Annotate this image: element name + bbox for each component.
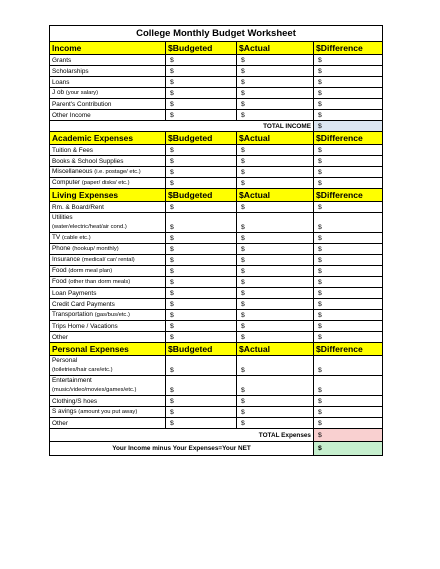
item-sublabel: (gas/bus/etc.) [94,312,130,318]
item-label: Personal [52,357,78,364]
budgeted-amount-cell[interactable]: $ [166,110,237,121]
item-label: Tuition & Fees [52,146,93,154]
academic-item-label [50,156,166,167]
actual-amount-cell[interactable]: $ [237,356,314,376]
section-header-academic [50,132,383,145]
actual-amount-cell[interactable]: $ [237,332,314,343]
table-row [50,99,383,110]
total-expenses-amount[interactable]: $ [314,429,383,442]
actual-header: $Actual [237,42,314,55]
income-item-label [50,88,166,99]
item-sublabel: (amount you put away) [78,409,138,415]
actual-amount-cell[interactable]: $ [237,288,314,299]
difference-amount-cell[interactable]: $ [314,266,383,277]
item-label: Computer [52,179,81,186]
budgeted-amount-cell[interactable]: $ [166,288,237,299]
item-label: Entertainment [52,377,92,384]
budgeted-header: $Budgeted [166,343,237,356]
net-row [50,442,383,456]
personal-item-label [50,407,166,418]
difference-header: $Difference [314,42,383,55]
academic-item-label [50,145,166,156]
total-expenses-row [50,429,383,442]
personal-item-label [50,418,166,429]
living-heading: Living Expenses [50,189,166,202]
table-row [50,266,383,277]
actual-header: $Actual [237,343,314,356]
item-label: Phone [52,245,71,252]
item-label: Parent's Contribution [52,100,112,108]
living-item-label [50,213,166,233]
actual-amount-cell[interactable]: $ [237,55,314,66]
table-row [50,376,383,396]
difference-header: $Difference [314,189,383,202]
actual-amount-cell[interactable]: $ [237,376,314,396]
table-row [50,356,383,376]
item-label: S avings [52,408,77,415]
table-row [50,156,383,167]
table-row [50,332,383,343]
budgeted-amount-cell[interactable]: $ [166,202,237,213]
item-label: Clothing/S hoes [52,397,98,405]
actual-header: $Actual [237,132,314,145]
personal-item-label [50,376,166,396]
table-row [50,396,383,407]
difference-amount-cell[interactable]: $ [314,88,383,99]
budgeted-amount-cell[interactable]: $ [166,310,237,321]
difference-amount-cell[interactable]: $ [314,99,383,110]
item-sublabel: (your salary) [65,90,99,96]
item-label: Credit Card Payments [52,300,115,308]
living-item-label [50,310,166,321]
item-label: Scholarships [52,67,89,75]
budgeted-amount-cell[interactable]: $ [166,277,237,288]
budgeted-header: $Budgeted [166,132,237,145]
section-header-personal [50,343,383,356]
item-label: Utilities [52,214,73,221]
budgeted-amount-cell[interactable]: $ [166,255,237,266]
section-header-income [50,42,383,55]
item-label: Other [52,419,68,427]
actual-amount-cell[interactable]: $ [237,156,314,167]
budgeted-amount-cell[interactable]: $ [166,213,237,233]
budgeted-amount-cell[interactable]: $ [166,178,237,189]
difference-amount-cell[interactable]: $ [314,156,383,167]
item-label: Rm. & Board/Rent [52,203,104,211]
table-row [50,178,383,189]
difference-amount-cell[interactable]: $ [314,321,383,332]
budgeted-amount-cell[interactable]: $ [166,244,237,255]
table-row [50,288,383,299]
budget-worksheet-table [49,25,383,456]
difference-amount-cell[interactable]: $ [314,277,383,288]
item-label: Transportation [52,311,93,318]
section-header-living [50,189,383,202]
living-item-label [50,277,166,288]
item-label: Food [52,278,67,285]
table-row [50,110,383,121]
budgeted-amount-cell[interactable]: $ [166,418,237,429]
budgeted-amount-cell[interactable]: $ [166,77,237,88]
actual-amount-cell[interactable]: $ [237,88,314,99]
living-item-label [50,266,166,277]
item-sublabel: (other than dorm meals) [68,279,131,285]
difference-amount-cell[interactable]: $ [314,407,383,418]
table-row [50,66,383,77]
academic-heading: Academic Expenses [50,132,166,145]
item-sublabel: (medical/ car/ rental) [81,257,135,263]
personal-heading: Personal Expenses [50,343,166,356]
table-row [50,88,383,99]
academic-item-label [50,167,166,178]
budgeted-amount-cell[interactable]: $ [166,167,237,178]
income-item-label [50,110,166,121]
difference-amount-cell[interactable]: $ [314,145,383,156]
living-item-label [50,255,166,266]
difference-header: $Difference [314,343,383,356]
actual-amount-cell[interactable]: $ [237,99,314,110]
total-income-label: TOTAL INCOME [237,121,314,132]
actual-amount-cell[interactable]: $ [237,396,314,407]
difference-amount-cell[interactable]: $ [314,299,383,310]
net-label: Your Income minus Your Expenses=Your NET [50,442,314,456]
total-income-amount[interactable]: $ [314,121,383,132]
item-sublabel: (hookup/ monthly) [72,246,119,252]
actual-amount-cell[interactable]: $ [237,77,314,88]
difference-amount-cell[interactable]: $ [314,310,383,321]
item-label: Miscellaneous [52,168,93,175]
income-heading: Income [50,42,166,55]
difference-amount-cell[interactable]: $ [314,332,383,343]
item-sublabel: (dorm meal plan) [68,268,113,274]
budgeted-amount-cell[interactable]: $ [166,99,237,110]
table-row [50,299,383,310]
item-label: Books & School Supplies [52,157,124,165]
actual-amount-cell[interactable]: $ [237,110,314,121]
actual-amount-cell[interactable]: $ [237,277,314,288]
actual-amount-cell[interactable]: $ [237,145,314,156]
actual-header: $Actual [237,189,314,202]
item-sublabel: (music/video/movies/games/etc.) [52,387,137,393]
academic-item-label [50,178,166,189]
income-item-label [50,99,166,110]
difference-amount-cell[interactable]: $ [314,244,383,255]
actual-amount-cell[interactable]: $ [237,321,314,332]
income-item-label [50,66,166,77]
actual-amount-cell[interactable]: $ [237,266,314,277]
difference-amount-cell[interactable]: $ [314,288,383,299]
difference-amount-cell[interactable]: $ [314,77,383,88]
table-row [50,233,383,244]
table-row [50,55,383,66]
living-item-label [50,233,166,244]
budgeted-amount-cell[interactable]: $ [166,233,237,244]
net-amount[interactable]: $ [314,442,383,456]
total-income-spacer [166,121,237,132]
table-row [50,145,383,156]
actual-amount-cell[interactable]: $ [237,418,314,429]
total-expenses-label: TOTAL Expenses [50,429,314,442]
difference-amount-cell[interactable]: $ [314,396,383,407]
difference-amount-cell[interactable]: $ [314,356,383,376]
table-row [50,202,383,213]
budgeted-amount-cell[interactable]: $ [166,145,237,156]
item-sublabel: (i.e. postage/ etc.) [94,169,141,175]
budgeted-header: $Budgeted [166,42,237,55]
difference-amount-cell[interactable]: $ [314,376,383,396]
difference-amount-cell[interactable]: $ [314,110,383,121]
item-label: Other Income [52,111,91,119]
actual-amount-cell[interactable]: $ [237,213,314,233]
budgeted-amount-cell[interactable]: $ [166,55,237,66]
difference-amount-cell[interactable]: $ [314,202,383,213]
actual-amount-cell[interactable]: $ [237,255,314,266]
item-label: Loans [52,78,70,86]
table-row [50,407,383,418]
budgeted-amount-cell[interactable]: $ [166,396,237,407]
actual-amount-cell[interactable]: $ [237,66,314,77]
budgeted-amount-cell[interactable]: $ [166,332,237,343]
actual-amount-cell[interactable]: $ [237,310,314,321]
living-item-label [50,332,166,343]
actual-amount-cell[interactable]: $ [237,167,314,178]
living-item-label [50,288,166,299]
actual-amount-cell[interactable]: $ [237,233,314,244]
item-sublabel: (cable etc.) [61,235,91,241]
difference-amount-cell[interactable]: $ [314,167,383,178]
item-label: Other [52,333,68,341]
table-row [50,167,383,178]
personal-item-label [50,356,166,376]
difference-amount-cell[interactable]: $ [314,213,383,233]
worksheet-title: College Monthly Budget Worksheet [50,26,383,42]
actual-amount-cell[interactable]: $ [237,178,314,189]
living-item-label [50,202,166,213]
item-label: Loan Payments [52,289,97,297]
budgeted-amount-cell[interactable]: $ [166,266,237,277]
difference-amount-cell[interactable]: $ [314,55,383,66]
living-item-label [50,321,166,332]
item-label: Insurance [52,256,81,263]
difference-amount-cell[interactable]: $ [314,66,383,77]
difference-amount-cell[interactable]: $ [314,255,383,266]
table-row [50,277,383,288]
item-label: Food [52,267,67,274]
difference-amount-cell[interactable]: $ [314,178,383,189]
item-label: Grants [52,56,72,64]
table-row [50,418,383,429]
income-item-label [50,77,166,88]
budgeted-amount-cell[interactable]: $ [166,88,237,99]
budgeted-amount-cell[interactable]: $ [166,376,237,396]
budgeted-amount-cell[interactable]: $ [166,66,237,77]
income-item-label [50,55,166,66]
budgeted-amount-cell[interactable]: $ [166,356,237,376]
living-item-label [50,299,166,310]
living-item-label [50,244,166,255]
table-row [50,255,383,266]
item-sublabel: (paper/ disks/ etc.) [81,180,130,186]
actual-amount-cell[interactable]: $ [237,244,314,255]
item-label: Trips Home / Vacations [52,322,118,330]
actual-amount-cell[interactable]: $ [237,202,314,213]
table-row [50,321,383,332]
personal-item-label [50,396,166,407]
table-row [50,310,383,321]
total-income-spacer [50,121,166,132]
difference-header: $Difference [314,132,383,145]
difference-amount-cell[interactable]: $ [314,233,383,244]
item-label: TV [52,234,61,241]
table-row [50,244,383,255]
title-row [50,26,383,42]
item-sublabel: (water/electric/heat/air cond.) [52,224,127,230]
budgeted-header: $Budgeted [166,189,237,202]
budgeted-amount-cell[interactable]: $ [166,321,237,332]
actual-amount-cell[interactable]: $ [237,407,314,418]
actual-amount-cell[interactable]: $ [237,299,314,310]
total-income-row [50,121,383,132]
difference-amount-cell[interactable]: $ [314,418,383,429]
budgeted-amount-cell[interactable]: $ [166,407,237,418]
table-row [50,77,383,88]
table-row [50,213,383,233]
budgeted-amount-cell[interactable]: $ [166,299,237,310]
item-label: J ob [52,89,65,96]
item-sublabel: (toiletries/hair care/etc.) [52,367,113,373]
budgeted-amount-cell[interactable]: $ [166,156,237,167]
